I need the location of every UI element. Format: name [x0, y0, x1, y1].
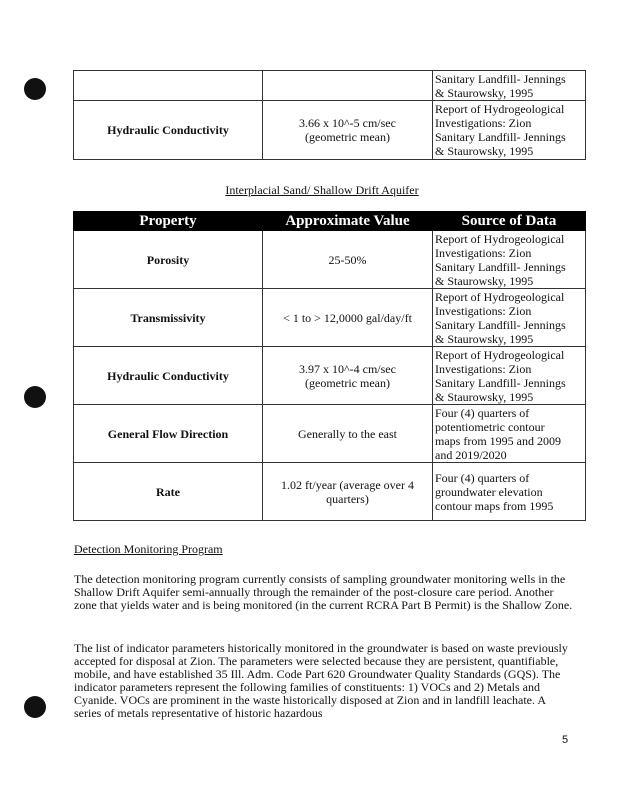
binder-hole-middle [24, 386, 46, 408]
table-row [74, 463, 586, 521]
source-line: & Staurowsky, 1995 [435, 389, 534, 404]
continued-properties-table [73, 70, 586, 160]
page-number: 5 [562, 734, 569, 746]
aquifer-properties-table [73, 211, 586, 521]
body-paragraph: The list of indicator parameters historically monitored in the groundwater is based on waste previously accepted for disposal at Zion. The parameters were selected because they are persistent, quantifiable, mobile, and have established 35 Ill. Adm. Code Part 620 Groundwater Quality Standards (GQS). The indicator parameters represent the following families of constituents: 1) VOCs and 2) Metals and Cyanide. VOCs are prominent in the waste historically disposed at Zion and in landfill leachate. A series of metals representative of historic hazardous [74, 641, 568, 720]
source-line: & Staurowsky, 1995 [435, 273, 534, 288]
value-line: 1.02 ft/year (average over 4 [281, 477, 414, 492]
property-cell: Hydraulic Conductivity [74, 347, 263, 405]
value-line: (geometric mean) [305, 375, 390, 390]
source-line: Four (4) quarters of [435, 470, 530, 485]
source-cell [433, 463, 586, 521]
source-line: maps from 1995 and 2009 [435, 433, 561, 448]
value-cell [263, 289, 433, 347]
value-cell [263, 405, 433, 463]
source-line: groundwater elevation [435, 484, 543, 499]
source-line: Four (4) quarters of [435, 405, 530, 420]
table-row [74, 289, 586, 347]
source-line: Sanitary Landfill- Jennings [435, 259, 566, 274]
binder-hole-top [24, 78, 46, 100]
source-line: Sanitary Landfill- Jennings [435, 130, 566, 144]
source-line: Investigations: Zion [435, 245, 532, 260]
source-line: Sanitary Landfill- Jennings [435, 317, 566, 332]
table-row [74, 405, 586, 463]
source-line: Sanitary Landfill- Jennings [435, 375, 566, 390]
source-line: & Staurowsky, 1995 [435, 331, 534, 346]
source-line: & Staurowsky, 1995 [435, 85, 534, 100]
source-line: Report of Hydrogeological [435, 231, 565, 246]
source-cell [433, 231, 586, 289]
source-line: Report of Hydrogeological [435, 347, 565, 362]
table-row [74, 231, 586, 289]
value-cell [263, 71, 433, 101]
property-cell [74, 71, 263, 101]
source-line: Sanitary Landfill- Jennings [435, 71, 566, 86]
source-cell [433, 101, 586, 160]
property-cell: Hydraulic Conductivity [74, 101, 263, 160]
binder-hole-bottom [24, 696, 46, 718]
aquifer-table-caption: Interplacial Sand/ Shallow Drift Aquifer [225, 183, 419, 197]
property-cell: Transmissivity [74, 289, 263, 347]
value-line: 3.97 x 10^-4 cm/sec [299, 361, 396, 376]
property-cell: General Flow Direction [74, 405, 263, 463]
source-line: and 2019/2020 [435, 447, 507, 462]
table-row [74, 71, 586, 101]
table-row [74, 347, 586, 405]
column-header-property: Property [74, 212, 263, 231]
table-header-row [74, 212, 586, 231]
value-line: < 1 to > 12,0000 gal/day/ft [283, 310, 412, 325]
source-line: Investigations: Zion [435, 303, 532, 318]
column-header-value: Approximate Value [263, 212, 433, 231]
source-line: potentiometric contour [435, 419, 545, 434]
source-line: Investigations: Zion [435, 116, 532, 130]
property-cell: Rate [74, 463, 263, 521]
section-heading: Detection Monitoring Program [74, 542, 223, 556]
property-cell: Porosity [74, 231, 263, 289]
source-line: Report of Hydrogeological [435, 289, 565, 304]
value-cell [263, 231, 433, 289]
value-cell [263, 463, 433, 521]
source-line: Investigations: Zion [435, 361, 532, 376]
value-cell [263, 347, 433, 405]
source-cell [433, 289, 586, 347]
table-row [74, 101, 586, 160]
value-line: (geometric mean) [305, 130, 390, 144]
value-line: 25-50% [328, 252, 367, 267]
source-line: contour maps from 1995 [435, 498, 554, 513]
value-cell [263, 101, 433, 160]
source-line: & Staurowsky, 1995 [435, 144, 534, 158]
value-line: 3.66 x 10^-5 cm/sec [299, 116, 396, 130]
body-paragraph: The detection monitoring program currently consists of sampling groundwater monitoring wells in the Shallow Drift Aquifer semi-annually through the remainder of the post-closure care period. Another zone that yields water and is being monitored (in the current RCRA Part B Permit) is the Shallow Zone. [74, 572, 573, 612]
column-header-source: Source of Data [433, 212, 586, 231]
value-line: quarters) [326, 491, 369, 506]
source-cell [433, 71, 586, 101]
source-line: Report of Hydrogeological [435, 102, 565, 116]
source-cell [433, 347, 586, 405]
source-cell [433, 405, 586, 463]
value-line: Generally to the east [298, 426, 397, 441]
